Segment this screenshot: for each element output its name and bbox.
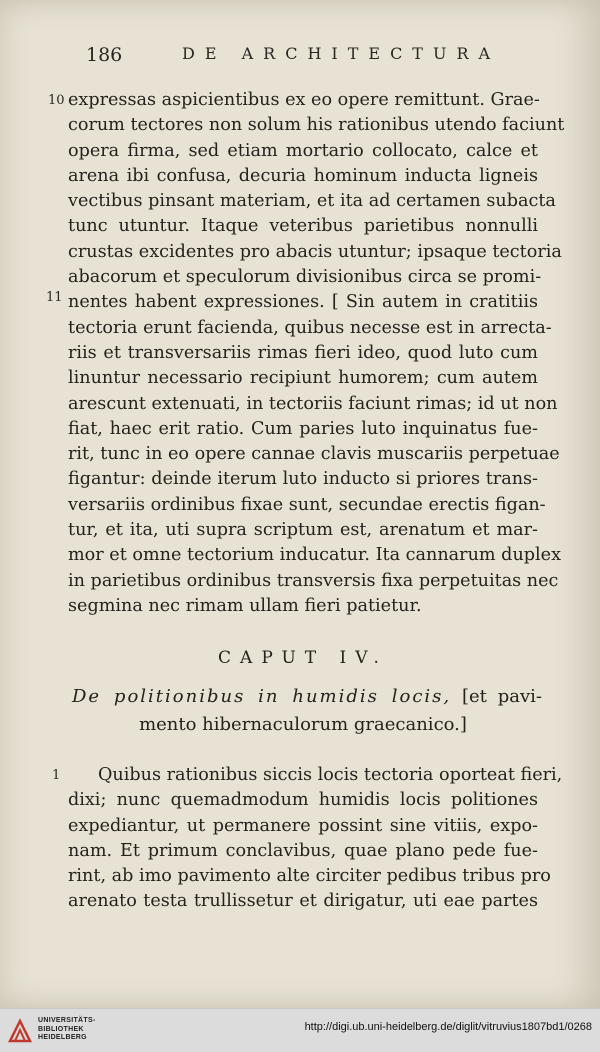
chapter-heading: CAPUT IV. xyxy=(218,648,388,668)
text-line: in parietibus ordinibus transversis fixa perpetuitas nec xyxy=(68,570,559,591)
text-line: fiat, haec erit ratio. Cum paries luto inquinatus fue- xyxy=(68,418,538,439)
text-line: figantur: deinde iterum luto inducto si priores trans- xyxy=(68,469,538,490)
text-line: arenato testa trullissetur et dirigatur, uti eae partes xyxy=(68,891,538,912)
text-line: tectoria erunt facienda, quibus necesse est in arrecta- xyxy=(68,317,552,338)
text-line: abacorum et speculorum divisionibus circa se promi- xyxy=(68,267,542,288)
university-seal-icon xyxy=(6,1017,34,1045)
chapter-subtitle-line1 xyxy=(72,686,542,707)
chapter-subtitle-bracket: [et pavi- xyxy=(461,686,542,707)
text-line: expressas aspicientibus ex eo opere remittunt. Grae- xyxy=(68,90,540,110)
margin-number: 11 xyxy=(46,290,63,305)
text-line: segmina nec rimam ullam fieri patietur. xyxy=(68,595,422,616)
text-line: riis et transversariis rimas fieri ideo, quod luto cum xyxy=(68,342,538,363)
running-title: DE ARCHITECTURA xyxy=(182,44,501,63)
text-line: linuntur necessario recipiunt humorem; cum autem xyxy=(68,368,538,389)
text-line: dixi; nunc quemadmodum humidis locis politiones xyxy=(68,790,538,811)
text-line: tur, et ita, uti supra scriptum est, arenatum et mar- xyxy=(68,520,538,541)
source-url-link[interactable]: http://digi.ub.uni-heidelberg.de/diglit/vitruvius1807bd1/0268 xyxy=(304,1021,592,1033)
text-line: tunc utuntur. Itaque veteribus parietibus nonnulli xyxy=(68,216,538,237)
text-line: nentes habent expressiones. [ Sin autem in cratitiis xyxy=(68,292,538,313)
library-line: HEIDELBERG xyxy=(38,1034,87,1041)
text-line: expediantur, ut permanere possint sine vitiis, expo- xyxy=(68,815,538,836)
text-line: mor et omne tectorium inducatur. Ita cannarum duplex xyxy=(68,545,561,566)
main-text-block xyxy=(68,88,565,619)
page-number: 186 xyxy=(86,44,123,66)
text-line: opera firma, sed etiam mortario collocato, calce et xyxy=(68,140,538,161)
text-line: corum tectores non solum his rationibus utendo faciunt xyxy=(68,115,565,136)
margin-number: 10 xyxy=(48,93,65,108)
viewer-footer xyxy=(0,1008,600,1052)
text-line: vectibus pinsant materiam, et ita ad certamen subacta xyxy=(68,191,556,212)
page-header xyxy=(86,44,556,70)
text-line: Quibus rationibus siccis locis tectoria oporteat fieri, xyxy=(98,765,563,785)
text-line: versariis ordinibus fixae sunt, secundae erectis figan- xyxy=(68,494,546,515)
text-line: arena ibi confusa, decuria hominum inducta ligneis xyxy=(68,165,538,186)
second-text-block xyxy=(68,763,563,915)
text-line: rit, tunc in eo opere cannae clavis muscariis perpetuae xyxy=(68,444,560,465)
library-line: UNIVERSITÄTS- xyxy=(38,1017,96,1024)
text-line: rint, ab imo pavimento alte circiter pedibus tribus pro xyxy=(68,866,551,887)
library-line: BIBLIOTHEK xyxy=(38,1025,84,1033)
margin-number: 1 xyxy=(52,768,61,783)
text-line: crustas excidentes pro abacis utuntur; ipsaque tectoria xyxy=(68,241,562,262)
chapter-subtitle-line2: mento hibernaculorum graecanico.] xyxy=(139,714,467,735)
library-name xyxy=(38,1017,96,1043)
text-line: arescunt extenuati, in tectoriis faciunt rimas; id ut non xyxy=(68,393,558,414)
text-line: nam. Et primum conclavibus, quae plano pede fue- xyxy=(68,840,538,861)
chapter-subtitle-italic: De politionibus in humidis locis, xyxy=(72,686,452,707)
